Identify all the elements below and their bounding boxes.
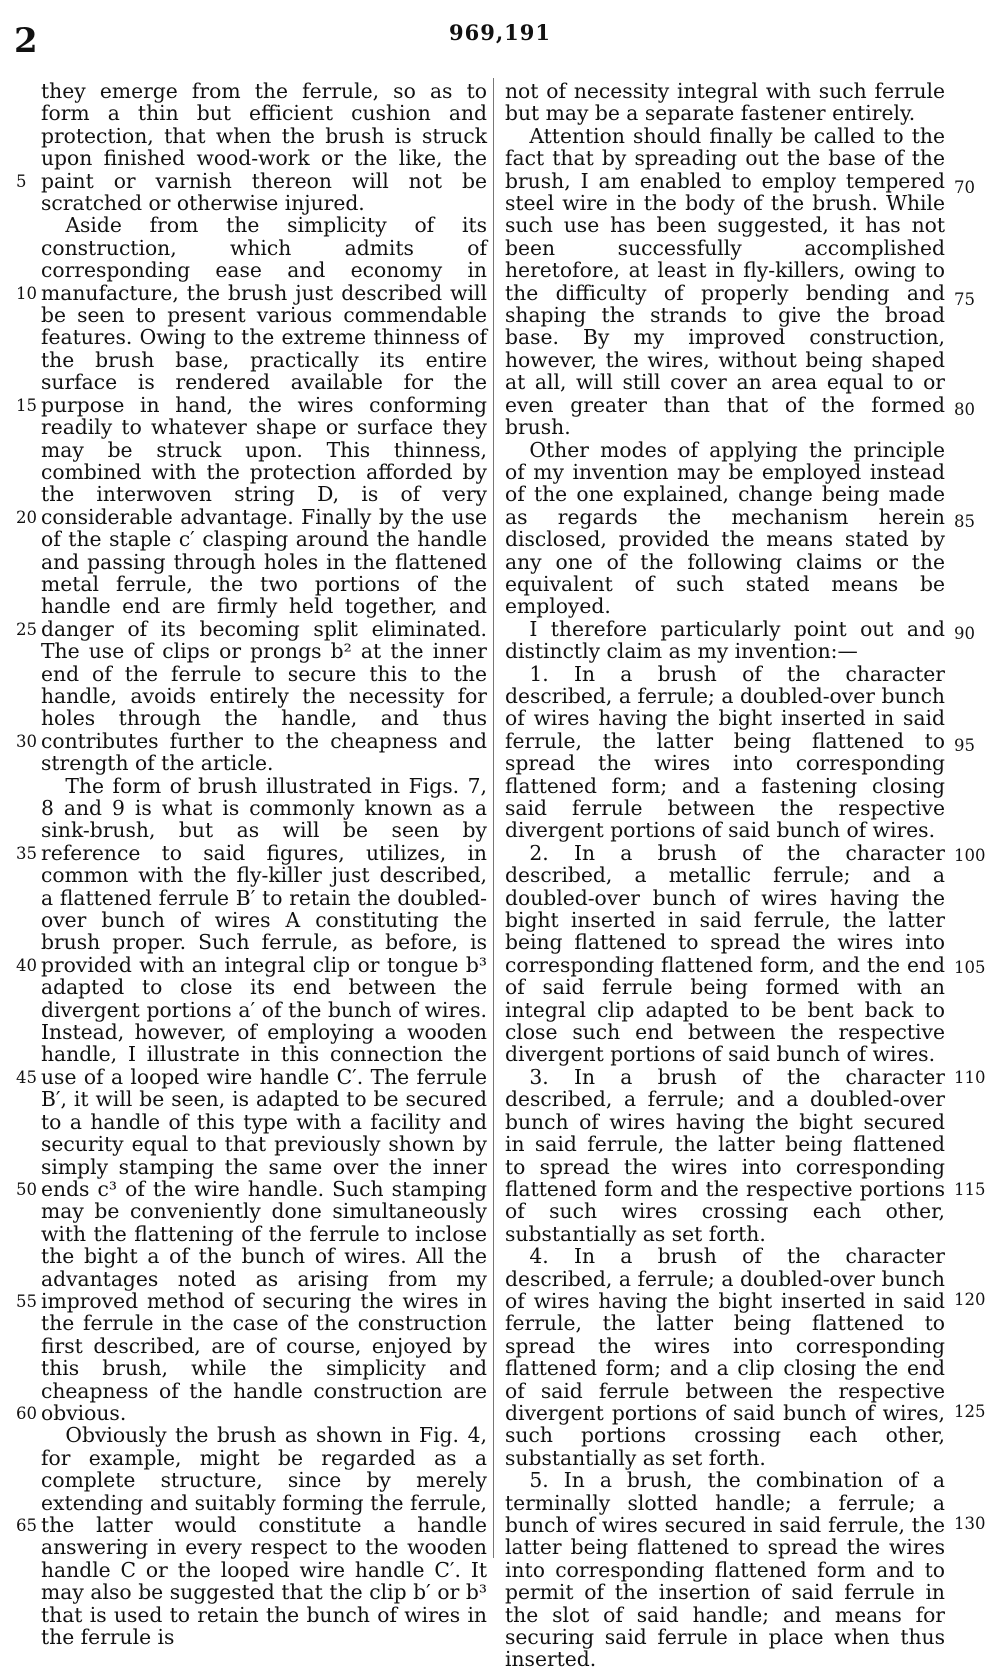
line-number: 25 xyxy=(16,620,37,639)
line-number: 30 xyxy=(16,732,37,751)
claim: 2. In a brush of the character described, a metallic ferrule; and a doubled-over bunch of wires having the bight inserted in said ferrule, the latter being flattened to spread the wires into corresponding flattened form, and the end of said ferrule being formed with an integral clip adapted to be bent back to close such end between the respective divergent portions of said bunch of wires. xyxy=(505,840,945,1067)
line-number: 35 xyxy=(16,844,37,863)
patent-number: 969,191 xyxy=(449,20,551,45)
paragraph: Aside from the simplicity of its construction, which admits of corresponding ease and economy in manufacture, the brush just described will be seen to present various commendable features. Owing to the extreme thinness of the brush base, practically its entire surface is rendered available for the purpose in hand, the wires conforming readily to whatever shape or surface they may be struck upon. This thinness, combined with the protection afforded by the interwoven string D, is of very considerable advantage. Finally by the use of the staple c′ clasping around the handle and passing through holes in the flattened metal ferrule, the two portions of the handle end are firmly held together, and danger of its becoming split eliminated. The use of clips or prongs b² at the inner end of the ferrule to secure this to the handle, avoids entirely the necessity for holes through the handle, and thus contributes further to the cheapness and strength of the article. xyxy=(41,213,487,776)
line-number: 10 xyxy=(16,284,37,303)
line-number: 75 xyxy=(954,290,975,309)
line-number: 20 xyxy=(16,508,37,527)
left-column xyxy=(41,80,487,1648)
line-number: 90 xyxy=(954,624,975,643)
line-number: 55 xyxy=(16,1292,37,1311)
paragraph: they emerge from the ferrule, so as to form a thin but efficient cushion and protection, that when the brush is struck upon finished wood-work or the like, the paint or varnish thereon will not be scratched or otherwise injured. xyxy=(41,79,487,216)
page-number: 2 xyxy=(14,21,38,61)
paragraph: The form of brush illustrated in Figs. 7, 8 and 9 is what is commonly known as a sink-brush, but as will be seen by reference to said figures, utilizes, in common with the fly-killer just described, a flattened ferrule B′ to retain the doubled-over bunch of wires A constituting the brush proper. Such ferrule, as before, is provided with an integral clip or tongue b³ adapted to close its end between the divergent portions a′ of the bunch of wires. Instead, however, of employing a wooden handle, I illustrate in this connection the use of a looped wire handle C′. The ferrule B′, it will be seen, is adapted to be secured to a handle of this type with a facility and security equal to that previously shown by simply stamping the same over the inner ends c³ of the wire handle. Such stamping may be conveniently done simultaneously with the flattening of the ferrule to inclose the bight a of the bunch of wires. All the advantages noted as arising from my improved method of securing the wires in the ferrule in the case of the construction first described, are of course, enjoyed by this brush, while the simplicity and cheapness of the handle construction are obvious. xyxy=(41,773,487,1425)
paragraph: not of necessity integral with such ferrule but may be a separate fastener entirely. xyxy=(505,79,945,126)
line-number: 45 xyxy=(16,1068,37,1087)
line-number: 60 xyxy=(16,1404,37,1423)
line-number: 125 xyxy=(954,1402,986,1421)
line-number: 120 xyxy=(954,1290,986,1309)
line-number: 5 xyxy=(16,172,27,191)
claim: 5. In a brush, the combination of a terminally slotted handle; a ferrule; a bunch of wires secured in said ferrule, the latter being flattened to spread the wires into corresponding flattened form and to permit of the insertion of said ferrule in the slot of said handle; and means for securing said ferrule in place when thus inserted. xyxy=(505,1468,945,1671)
column-divider xyxy=(493,78,494,1558)
line-number: 115 xyxy=(954,1180,986,1199)
line-number: 100 xyxy=(954,846,986,865)
paragraph: I therefore particularly point out and distinctly claim as my invention:— xyxy=(505,616,945,664)
line-number: 85 xyxy=(954,512,975,531)
line-number: 130 xyxy=(954,1514,986,1533)
line-number: 65 xyxy=(16,1516,37,1535)
line-number: 105 xyxy=(954,958,986,977)
line-number: 80 xyxy=(954,400,975,419)
paragraph: Other modes of applying the principle of my invention may be employed instead of the one explained, change being made as regards the mechanism herein disclosed, provided the means stated by any one of the following claims or the equivalent of such stated means be employed. xyxy=(505,437,945,619)
claim: 1. In a brush of the character described, a ferrule; a doubled-over bunch of wires having the bight inserted in said ferrule, the latter being flattened to spread the wires into corresponding flattened form; and a fastening closing said ferrule between the respective divergent portions of said bunch of wires. xyxy=(505,661,945,843)
claim: 3. In a brush of the character described, a ferrule; and a doubled-over bunch of wires having the bight secured in said ferrule, the latter being flattened to spread the wires into corresponding flattened form and the respective portions of such wires crossing each other, substantially as set forth. xyxy=(505,1064,945,1246)
line-number: 15 xyxy=(16,396,37,415)
line-number: 110 xyxy=(954,1068,986,1087)
line-number: 40 xyxy=(16,956,37,975)
line-number: 95 xyxy=(954,736,975,755)
paragraph: Attention should finally be called to the fact that by spreading out the base of the brush, I am enabled to employ tempered steel wire in the body of the brush. While such use has been suggested, it has not been successfully accomplished heretofore, at least in fly-killers, owing to the difficulty of properly bending and shaping the strands to give the broad base. By my improved construction, however, the wires, without being shaped at all, will still cover an area equal to or even greater than that of the formed brush. xyxy=(505,123,945,440)
paragraph: Obviously the brush as shown in Fig. 4, for example, might be regarded as a complete structure, since by merely extending and suitably forming the ferrule, the latter would constitute a handle answering in every respect to the wooden handle C or the looped wire handle C′. It may also be suggested that the clip b′ or b³ that is used to retain the bunch of wires in the ferrule is xyxy=(41,1423,487,1650)
claim: 4. In a brush of the character described, a ferrule; a doubled-over bunch of wires having the bight inserted in said ferrule, the latter being flattened to spread the wires into corresponding flattened form; and a clip closing the end of said ferrule between the respective divergent portions of said bunch of wires, such portions crossing each other, substantially as set forth. xyxy=(505,1244,945,1470)
line-number: 70 xyxy=(954,178,975,197)
right-column xyxy=(505,80,945,1671)
line-number: 50 xyxy=(16,1180,37,1199)
